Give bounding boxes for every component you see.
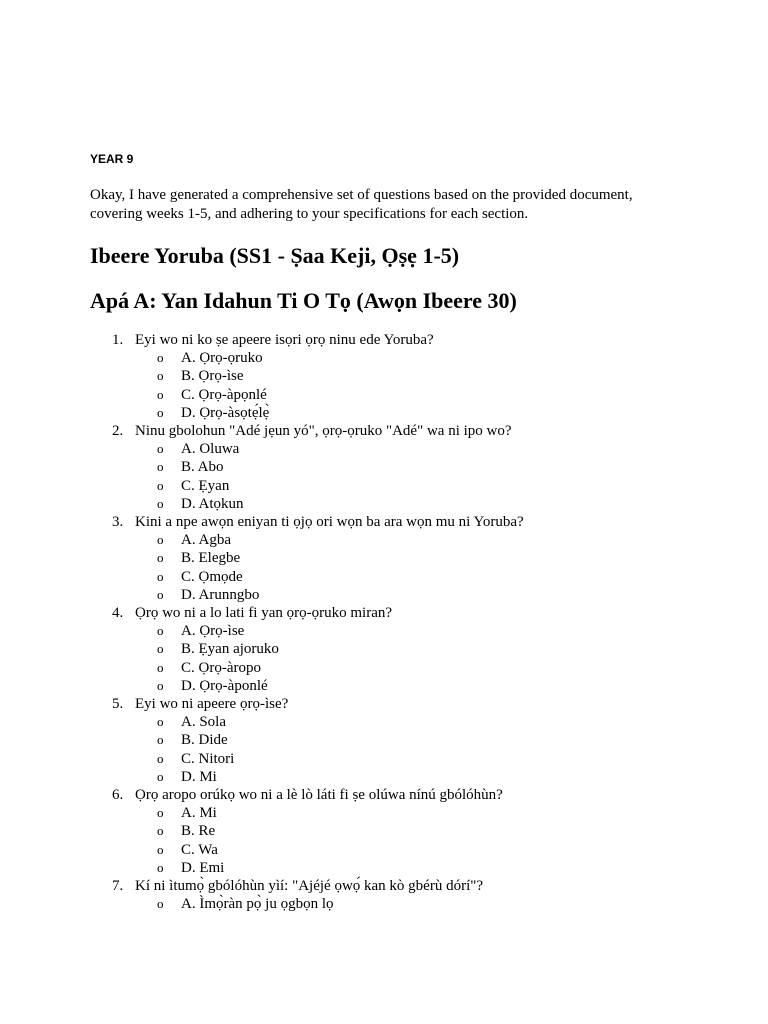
option-text: B. Dide: [181, 732, 228, 749]
question-item: [90, 422, 524, 513]
circle-bullet-icon: o: [157, 750, 164, 766]
option-item: [135, 440, 524, 458]
option-item: [135, 841, 524, 859]
question-text: Kí ni ìtumọ̀ gbólóhùn yìí: "Ajéjé ọwọ́ kan kò gbérù dórí"?: [135, 878, 484, 895]
question-list: [90, 331, 524, 914]
circle-bullet-icon: o: [157, 586, 164, 602]
option-text: A. Ọrọ-ọruko: [181, 350, 263, 367]
option-item: [135, 549, 524, 567]
question-number: 5.: [112, 696, 124, 713]
option-text: B. Abo: [181, 459, 224, 476]
option-item: [135, 349, 524, 367]
circle-bullet-icon: o: [157, 350, 164, 366]
question-number: 2.: [112, 423, 124, 440]
option-item: [135, 659, 524, 677]
option-item: [135, 677, 524, 695]
option-text: D. Atọkun: [181, 495, 244, 512]
option-text: C. Ẹyan: [181, 477, 230, 494]
option-text: A. Ìmọ̀ràn pọ̀ ju ọgbọn lọ: [181, 896, 334, 913]
option-text: A. Sola: [181, 714, 226, 731]
option-item: [135, 804, 524, 822]
option-item: [135, 568, 524, 586]
option-item: [135, 622, 524, 640]
question-text: Ọrọ aropo orúkọ wo ni a lè lò láti fi ṣe olúwa nínú gbólóhùn?: [135, 787, 503, 804]
option-text: B. Elegbe: [181, 550, 241, 567]
question-item: [90, 513, 524, 604]
option-text: D. Ọrọ-àsọtẹ́lẹ̀: [181, 404, 270, 421]
option-text: D. Ọrọ-àponlé: [181, 677, 268, 694]
document-title: Ibeere Yoruba (SS1 - Ṣaa Keji, Ọṣẹ 1-5): [90, 243, 460, 268]
option-item: [135, 895, 524, 913]
option-text: A. Ọrọ-ìse: [181, 623, 245, 640]
option-text: D. Mi: [181, 768, 217, 785]
option-list: [135, 440, 524, 513]
circle-bullet-icon: o: [157, 404, 164, 420]
option-text: C. Ọmọde: [181, 568, 243, 585]
option-item: [135, 713, 524, 731]
option-list: [135, 895, 524, 913]
option-item: [135, 859, 524, 877]
circle-bullet-icon: o: [157, 459, 164, 475]
option-item: [135, 586, 524, 604]
circle-bullet-icon: o: [157, 768, 164, 784]
option-item: [135, 404, 524, 422]
question-number: 6.: [112, 787, 124, 804]
question-text: Kini a npe awọn eniyan ti ọjọ ori wọn ba ara wọn mu ni Yoruba?: [135, 514, 524, 531]
section-title: Apá A: Yan Idahun Ti O Tọ (Awọn Ibeere 30): [90, 288, 517, 313]
option-item: [135, 768, 524, 786]
circle-bullet-icon: o: [157, 841, 164, 857]
circle-bullet-icon: o: [157, 568, 164, 584]
circle-bullet-icon: o: [157, 532, 164, 548]
circle-bullet-icon: o: [157, 495, 164, 511]
circle-bullet-icon: o: [157, 823, 164, 839]
circle-bullet-icon: o: [157, 714, 164, 730]
option-list: [135, 531, 524, 604]
option-text: B. Ọrọ-ìse: [181, 368, 244, 385]
circle-bullet-icon: o: [157, 441, 164, 457]
option-text: B. Ẹyan ajoruko: [181, 641, 279, 658]
circle-bullet-icon: o: [157, 386, 164, 402]
question-number: 4.: [112, 605, 124, 622]
question-item: [90, 604, 524, 695]
option-item: [135, 477, 524, 495]
option-text: C. Ọrọ-àropo: [181, 659, 261, 676]
question-number: 7.: [112, 878, 124, 895]
question-text: Eyi wo ni apeere ọrọ-ìse?: [135, 696, 289, 713]
option-item: [135, 386, 524, 404]
circle-bullet-icon: o: [157, 641, 164, 657]
option-text: A. Agba: [181, 532, 231, 549]
option-item: [135, 750, 524, 768]
option-text: B. Re: [181, 823, 216, 840]
option-item: [135, 731, 524, 749]
option-item: [135, 495, 524, 513]
option-item: [135, 640, 524, 658]
option-item: [135, 822, 524, 840]
option-list: [135, 804, 524, 877]
circle-bullet-icon: o: [157, 805, 164, 821]
question-text: Ọrọ wo ni a lo lati fi yan ọrọ-ọruko miran?: [135, 605, 393, 622]
option-list: [135, 713, 524, 786]
circle-bullet-icon: o: [157, 477, 164, 493]
circle-bullet-icon: o: [157, 550, 164, 566]
circle-bullet-icon: o: [157, 368, 164, 384]
question-item: [90, 786, 524, 877]
circle-bullet-icon: o: [157, 732, 164, 748]
question-item: [90, 331, 524, 422]
intro-paragraph: Okay, I have generated a comprehensive set of questions based on the provided document, covering weeks 1-5, and adhering to your specifications for each section.: [90, 187, 633, 222]
question-number: 3.: [112, 514, 124, 531]
option-text: C. Ọrọ-àpọnlé: [181, 386, 267, 403]
option-text: D. Emi: [181, 859, 225, 876]
option-text: D. Arunngbo: [181, 586, 260, 603]
circle-bullet-icon: o: [157, 623, 164, 639]
option-text: A. Mi: [181, 805, 217, 822]
option-item: [135, 458, 524, 476]
question-text: Ninu gbolohun "Adé jẹun yó", ọrọ-ọruko "Adé" wa ni ipo wo?: [135, 423, 512, 440]
circle-bullet-icon: o: [157, 659, 164, 675]
option-text: A. Oluwa: [181, 441, 240, 458]
circle-bullet-icon: o: [157, 859, 164, 875]
option-text: C. Wa: [181, 841, 218, 858]
circle-bullet-icon: o: [157, 677, 164, 693]
question-text: Eyi wo ni ko ṣe apeere isọri ọrọ ninu ede Yoruba?: [135, 332, 434, 348]
option-list: [135, 622, 524, 695]
circle-bullet-icon: o: [157, 896, 164, 912]
option-item: [135, 531, 524, 549]
option-text: C. Nitori: [181, 750, 235, 767]
question-number: 1.: [112, 332, 124, 348]
option-list: [135, 349, 524, 422]
option-item: [135, 367, 524, 385]
year-label: YEAR 9: [90, 152, 134, 166]
question-item: [90, 695, 524, 786]
question-item: [90, 877, 524, 913]
